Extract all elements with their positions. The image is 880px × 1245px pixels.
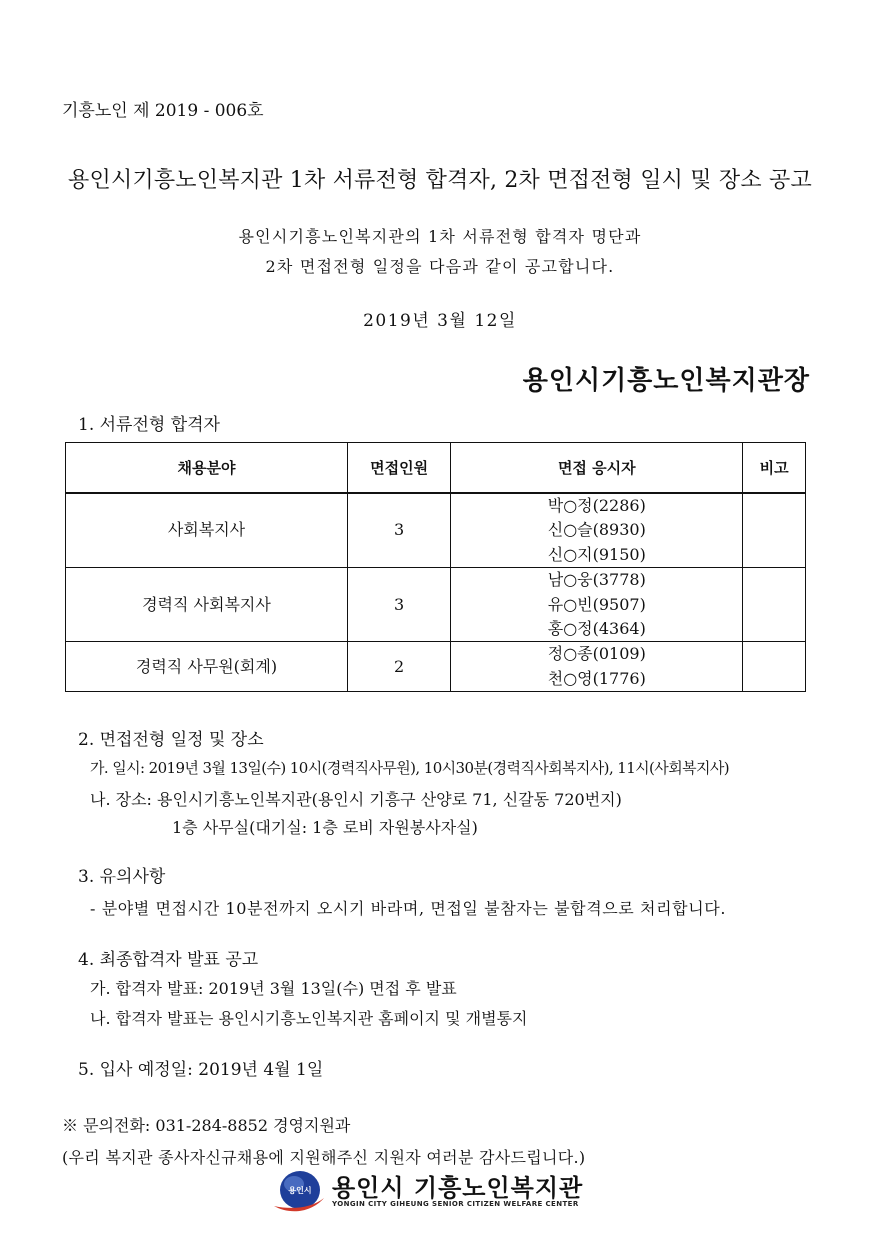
contact-info: ※ 문의전화: 031-284-8852 경영지원과 <box>62 1116 351 1135</box>
header-count: 면접인원 <box>347 443 450 494</box>
section-3-title: 3. 유의사항 <box>78 867 166 887</box>
logo-name: 용인시 기흥노인복지관 <box>332 1174 584 1202</box>
row-applicants <box>451 568 743 642</box>
row-field: 사회복지사 <box>66 493 348 568</box>
final-announcement-method: 나. 합격자 발표는 용인시기흥노인복지관 홈페이지 및 개별통지 <box>90 1009 528 1028</box>
logo-mark-text: 용인시 <box>288 1186 312 1195</box>
applicant: 유○빈(9507) <box>547 594 646 614</box>
notice-item: - 분야별 면접시간 10분전까지 오시기 바라며, 면접일 불참자는 불합격으로 처리합니다. <box>90 899 727 918</box>
row-note <box>743 568 806 642</box>
final-announcement-date: 가. 합격자 발표: 2019년 3월 13일(수) 면접 후 발표 <box>90 979 457 998</box>
applicant: 신○슬(8930) <box>547 520 646 540</box>
row-count: 3 <box>347 568 450 642</box>
header-note: 비고 <box>743 443 806 494</box>
table-row <box>66 568 806 642</box>
applicant: 남○웅(3778) <box>547 570 646 590</box>
announcement-date: 2019년 3월 12일 <box>363 311 517 331</box>
section-5-title: 5. 입사 예정일: 2019년 4월 1일 <box>78 1060 324 1080</box>
section-4-title: 4. 최종합격자 발표 공고 <box>78 950 259 970</box>
result-table <box>65 442 806 692</box>
row-applicants <box>451 493 743 568</box>
row-count: 2 <box>347 642 450 692</box>
row-field: 경력직 사무원(회계) <box>66 642 348 692</box>
applicant: 신○지(9150) <box>547 544 646 564</box>
table-header-row <box>66 443 806 494</box>
globe-logo-icon <box>270 1168 326 1218</box>
logo-english-name: YONGIN CITY GIHEUNG SENIOR CITIZEN WELFARE CENTER <box>332 1200 579 1208</box>
row-note <box>743 493 806 568</box>
interview-place: 나. 장소: 용인시기흥노인복지관(용인시 기흥구 산양로 71, 신갈동 720번지) <box>90 790 622 809</box>
applicant: 박○정(2286) <box>547 496 646 515</box>
applicant: 정○종(0109) <box>547 644 646 664</box>
section-2-title: 2. 면접전형 일정 및 장소 <box>78 730 264 750</box>
table-row <box>66 493 806 568</box>
interview-room: 1층 사무실(대기실: 1층 로비 자원봉사자실) <box>172 818 478 837</box>
document-number: 기흥노인 제 2019 - 006호 <box>62 101 264 121</box>
thanks-note: (우리 복지관 종사자신규채용에 지원해주신 지원자 여러분 감사드립니다.) <box>62 1148 586 1167</box>
intro-line-1: 용인시기흥노인복지관의 1차 서류전형 합격자 명단과 <box>238 227 642 246</box>
applicant: 천○영(1776) <box>547 668 646 688</box>
signer: 용인시기흥노인복지관장 <box>522 366 810 396</box>
applicant: 홍○정(4364) <box>547 619 646 639</box>
row-field: 경력직 사회복지사 <box>66 568 348 642</box>
document-title: 용인시기흥노인복지관 1차 서류전형 합격자, 2차 면접전형 일시 및 장소 공고 <box>68 168 812 193</box>
row-applicants <box>451 642 743 692</box>
intro-line-2: 2차 면접전형 일정을 다음과 같이 공고합니다. <box>265 257 615 276</box>
table-row <box>66 642 806 692</box>
interview-time: 가. 일시: 2019년 3월 13일(수) 10시(경력직사무원), 10시30분(경력직사회복지사), 11시(사회복지사) <box>90 759 730 777</box>
header-applicants: 면접 응시자 <box>451 443 743 494</box>
row-note <box>743 642 806 692</box>
footer-logo <box>270 1168 610 1218</box>
header-field: 채용분야 <box>66 443 348 494</box>
row-count: 3 <box>347 493 450 568</box>
section-1-title: 1. 서류전형 합격자 <box>78 415 220 435</box>
